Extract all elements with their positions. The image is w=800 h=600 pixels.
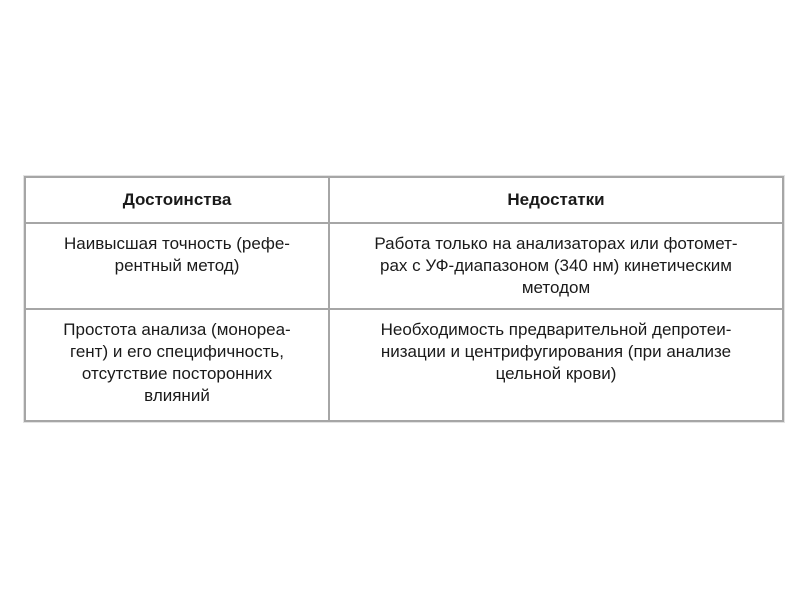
table-row xyxy=(25,223,783,309)
disadvantage-text: Работа только на анализаторах или фотомет- рах с УФ-диапазоном (340 нм) кинетическим методом xyxy=(374,234,738,297)
advantage-text: Простота анализа (монореа- гент) и его специфичность, отсутствие посторонних влияний xyxy=(63,320,291,405)
advantage-text: Наивысшая точность (рефе- рентный метод) xyxy=(64,234,290,275)
table-row xyxy=(25,309,783,421)
comparison-table-container xyxy=(24,176,782,422)
advantage-cell xyxy=(25,223,329,309)
disadvantage-cell xyxy=(329,309,783,421)
table-header-row xyxy=(25,177,783,223)
header-advantages: Достоинства xyxy=(25,177,329,223)
disadvantage-cell xyxy=(329,223,783,309)
comparison-table xyxy=(24,176,784,422)
header-disadvantages: Недостатки xyxy=(329,177,783,223)
advantage-cell xyxy=(25,309,329,421)
disadvantage-text: Необходимость предварительной депротеи- низации и центрифугирования (при анализе цельной крови) xyxy=(380,320,732,383)
